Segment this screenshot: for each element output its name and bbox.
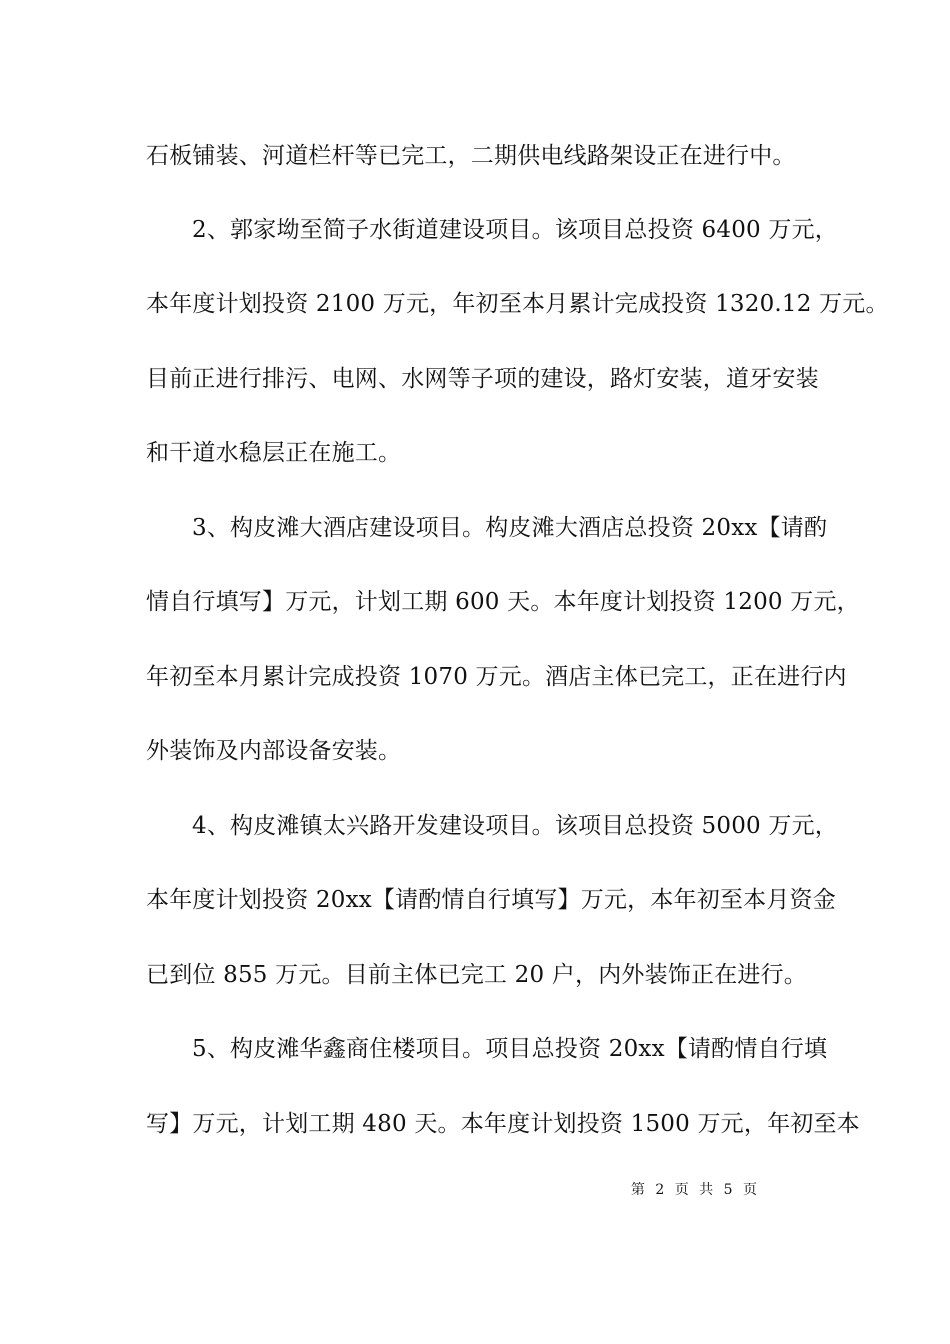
text-line: 外装饰及内部设备安装。 [146, 738, 402, 764]
text-line: 目前正进行排污、电网、水网等子项的建设，路灯安装，道牙安装 [146, 366, 819, 392]
text-line: 情自行填写】万元，计划工期 600 天。本年度计划投资 1200 万元， [146, 589, 860, 615]
text-line: 4、构皮滩镇太兴路开发建设项目。该项目总投资 5000 万元， [192, 813, 838, 839]
text-line: 和干道水稳层正在施工。 [146, 440, 402, 466]
text-line: 3、构皮滩大酒店建设项目。构皮滩大酒店总投资 20xx【请酌 [192, 515, 828, 541]
text-line: 已到位 855 万元。目前主体已完工 20 户，内外装饰正在进行。 [146, 962, 808, 988]
text-line: 2、郭家坳至简子水街道建设项目。该项目总投资 6400 万元， [192, 217, 838, 243]
text-line: 年初至本月累计完成投资 1070 万元。酒店主体已完工，正在进行内 [146, 664, 847, 690]
text-line: 本年度计划投资 2100 万元，年初至本月累计完成投资 1320.12 万元。 [146, 291, 889, 317]
text-line: 写】万元，计划工期 480 天。本年度计划投资 1500 万元，年初至本 [146, 1111, 860, 1137]
page-number-footer: 第 2 页 共 5 页 [630, 1182, 760, 1198]
text-line: 5、构皮滩华鑫商住楼项目。项目总投资 20xx【请酌情自行填 [192, 1036, 828, 1062]
text-line: 本年度计划投资 20xx【请酌情自行填写】万元，本年初至本月资金 [146, 887, 836, 913]
text-line: 石板铺装、河道栏杆等已完工，二期供电线路架设正在进行中。 [146, 143, 796, 169]
